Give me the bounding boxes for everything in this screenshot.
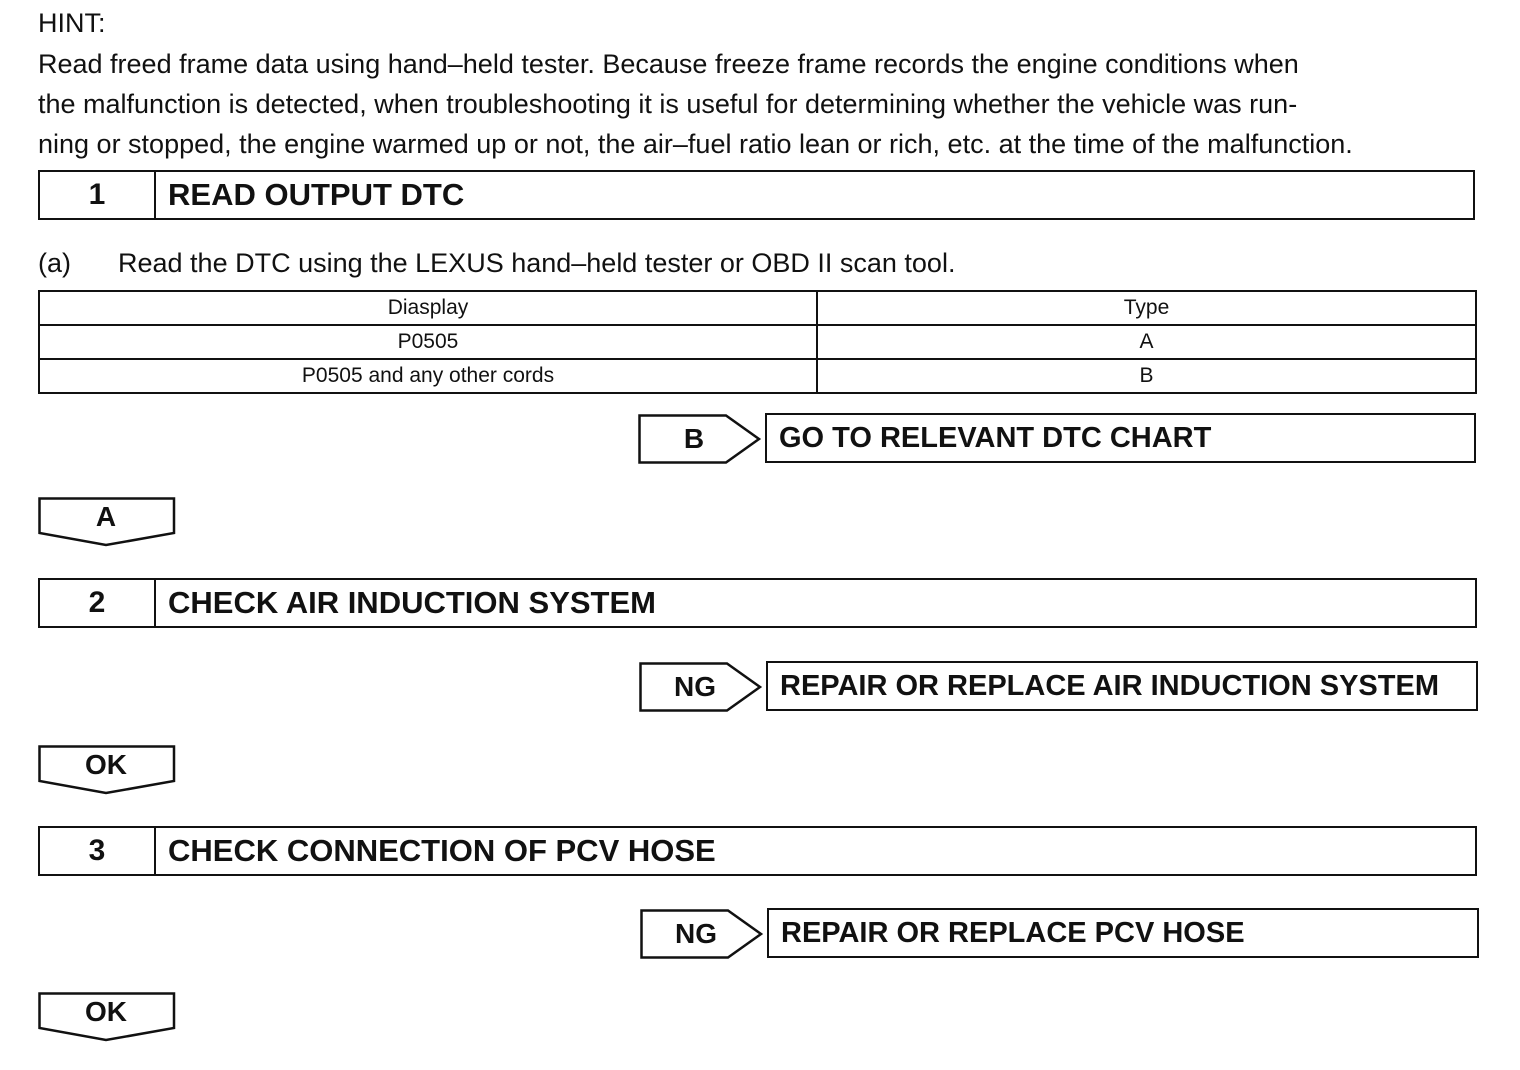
hint-line: Read freed frame data using hand–held tester. Because freeze frame records the engine conditions when bbox=[38, 49, 1299, 79]
dtc-table bbox=[38, 290, 1477, 394]
instruction-label: (a) bbox=[38, 248, 71, 278]
table-cell: A bbox=[817, 325, 1476, 359]
table-cell: P0505 bbox=[39, 325, 817, 359]
flow-tab-ok bbox=[38, 745, 178, 795]
step-2-header bbox=[38, 578, 1477, 628]
branch-label: NG bbox=[675, 918, 717, 949]
flow-tab-label: OK bbox=[85, 749, 127, 780]
column-header: Type bbox=[817, 291, 1476, 325]
step-title: CHECK AIR INDUCTION SYSTEM bbox=[168, 585, 656, 620]
table-row bbox=[39, 325, 1476, 359]
step-number: 2 bbox=[40, 580, 156, 626]
table-header-row bbox=[39, 291, 1476, 325]
step-3-header bbox=[38, 826, 1477, 876]
branch-arrow-ng bbox=[639, 662, 763, 712]
hint-label: HINT: bbox=[38, 8, 106, 38]
branch-target-box: REPAIR OR REPLACE AIR INDUCTION SYSTEM bbox=[766, 661, 1478, 711]
branch-label: B bbox=[683, 423, 705, 454]
step-title: CHECK CONNECTION OF PCV HOSE bbox=[168, 833, 716, 868]
step-1-header bbox=[38, 170, 1475, 220]
column-header: Diasplay bbox=[39, 291, 817, 325]
hint-line: the malfunction is detected, when troubleshooting it is useful for determining whether the vehicle was run- bbox=[38, 89, 1298, 119]
branch-arrow-b bbox=[638, 414, 762, 464]
table-row bbox=[39, 359, 1476, 393]
branch-label: NG bbox=[674, 671, 716, 702]
branch-target-box: REPAIR OR REPLACE PCV HOSE bbox=[767, 908, 1479, 958]
hint-text bbox=[38, 44, 1478, 164]
step-number: 3 bbox=[40, 828, 156, 874]
flow-tab-label: OK bbox=[85, 996, 127, 1027]
branch-target-box: GO TO RELEVANT DTC CHART bbox=[765, 413, 1476, 463]
hint-line: ning or stopped, the engine warmed up or not, the air–fuel ratio lean or rich, etc. at the time of the malfunction. bbox=[38, 129, 1353, 159]
step-number: 1 bbox=[40, 172, 156, 218]
branch-arrow-ng bbox=[640, 909, 764, 959]
instruction-text: Read the DTC using the LEXUS hand–held tester or OBD II scan tool. bbox=[118, 248, 956, 278]
flow-tab-ok bbox=[38, 992, 178, 1042]
table-cell: P0505 and any other cords bbox=[39, 359, 817, 393]
flow-tab-label: A bbox=[95, 501, 117, 532]
table-cell: B bbox=[817, 359, 1476, 393]
flow-tab-a bbox=[38, 497, 178, 547]
step-1-instruction bbox=[38, 248, 955, 279]
step-title: READ OUTPUT DTC bbox=[168, 177, 465, 212]
